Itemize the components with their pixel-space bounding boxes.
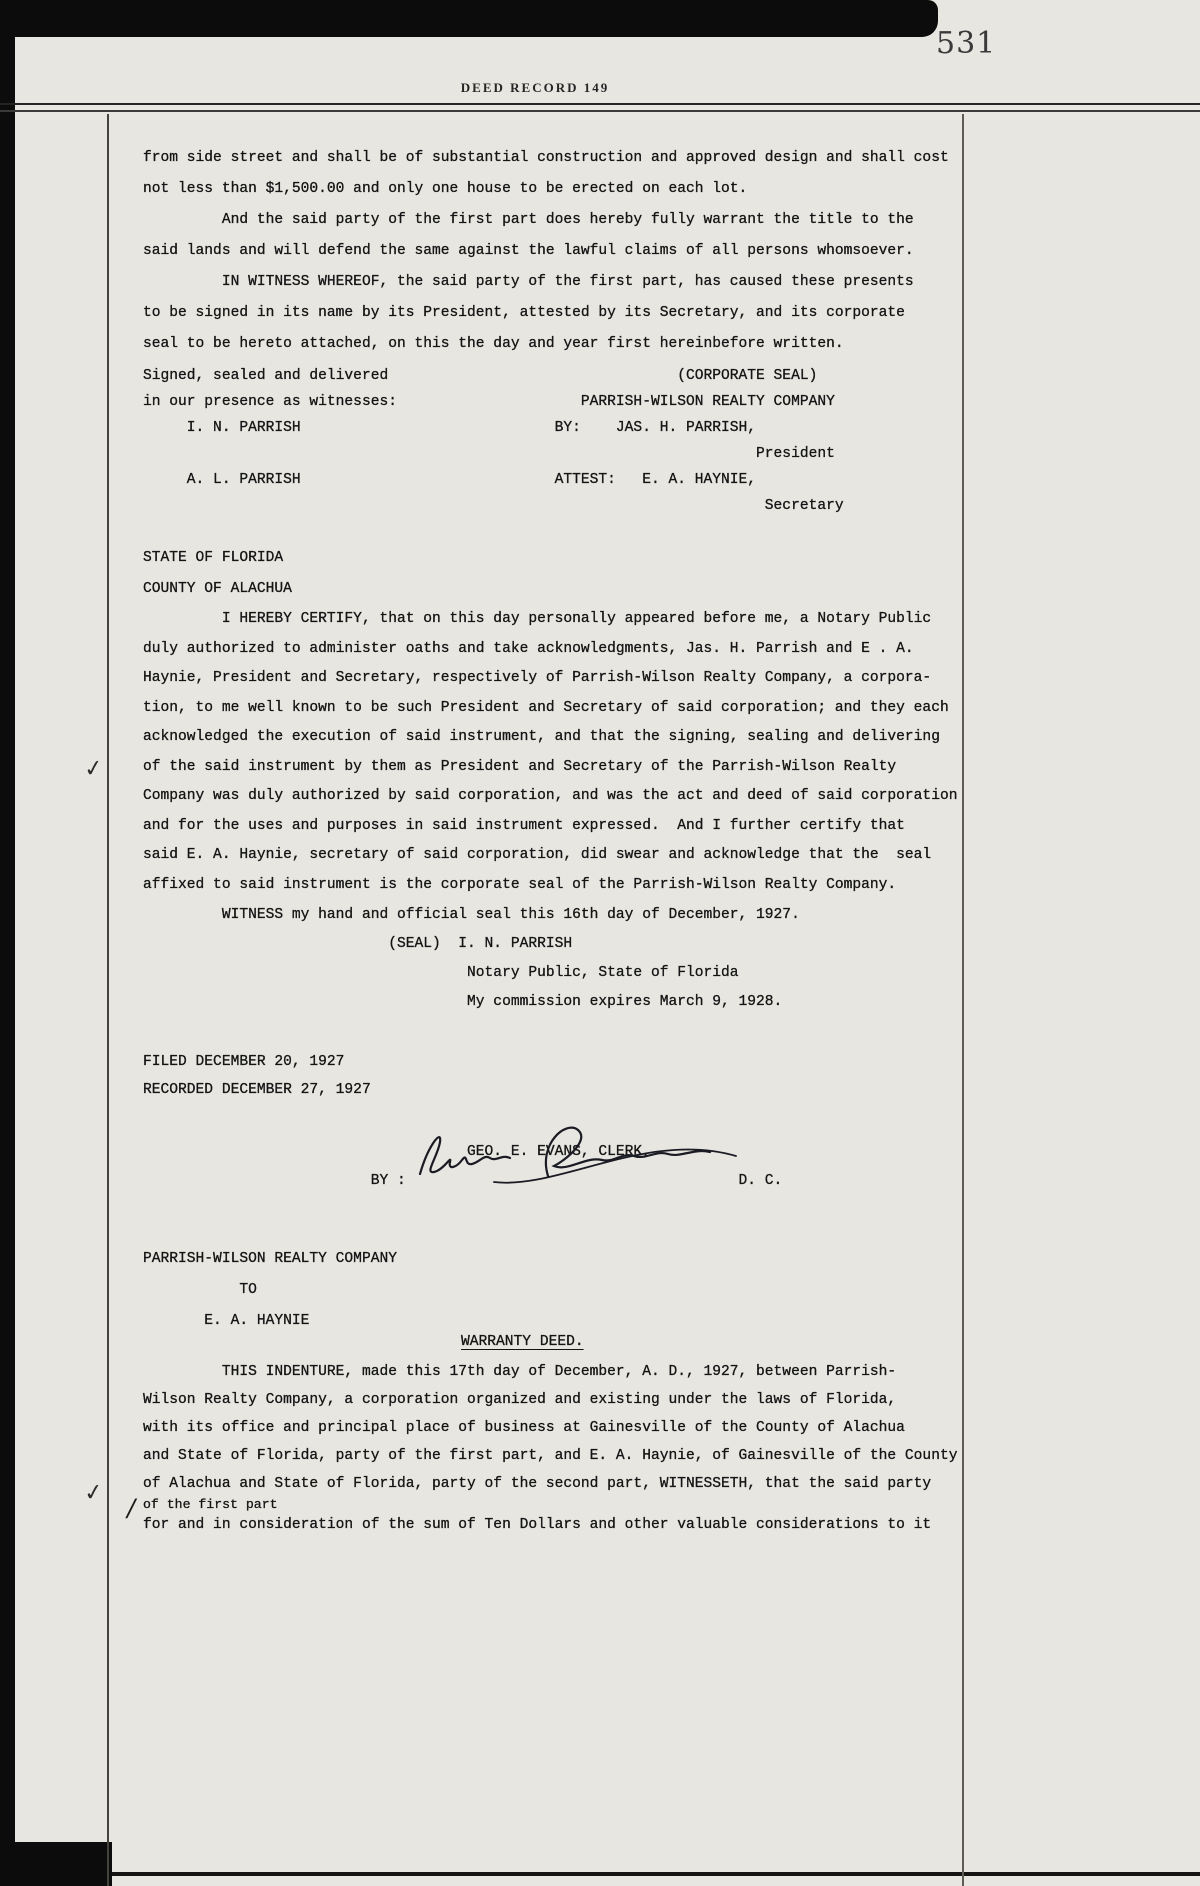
page-bottom-rule <box>112 1872 1200 1876</box>
paragraph-notary-certification <box>143 605 963 900</box>
text-line: My commission expires March 9, 1928. <box>143 994 783 1010</box>
text-line: Haynie, President and Secretary, respectively of Parrish-Wilson Realty Company, a corpora- <box>143 670 932 686</box>
grantee-line: E. A. HAYNIE <box>143 1313 310 1329</box>
text-line: I. N. PARRISH BY: JAS. H. PARRISH, <box>143 420 757 436</box>
text-line: said lands and will defend the same against the lawful claims of all persons whomsoever. <box>143 243 914 259</box>
state-line: STATE OF FLORIDA <box>143 550 284 566</box>
text-line: in our presence as witnesses: PARRISH-WILSON REALTY COMPANY <box>143 394 835 410</box>
header-rule-top <box>0 103 1200 105</box>
text-line: And the said party of the first part does hereby fully warrant the title to the <box>143 212 914 228</box>
witness-hand-seal-line: WITNESS my hand and official seal this 16th day of December, 1927. <box>143 907 800 923</box>
deputy-clerk-signature <box>398 1116 748 1196</box>
deed-record-page-body <box>143 143 963 1538</box>
text-line: (SEAL) I. N. PARRISH <box>143 936 573 952</box>
filing-stamps <box>143 1048 963 1104</box>
inserted-correction-line: of the first part <box>143 1497 278 1512</box>
text-line: Secretary <box>143 498 844 514</box>
text-line: tion, to me well known to be such President and Secretary of said corporation; and they each <box>143 699 949 716</box>
text-line: THIS INDENTURE, made this 17th day of December, A. D., 1927, between Parrish- <box>143 1364 897 1380</box>
ledger-left-margin-line <box>107 114 109 1886</box>
notary-seal-block <box>143 930 963 1017</box>
grantor-line: PARRISH-WILSON REALTY COMPANY <box>143 1251 397 1267</box>
text-line: said E. A. Haynie, secretary of said corporation, did swear and acknowledge that the seal <box>143 847 932 863</box>
clerk-name-line: GEO. E. EVANS, CLERK, <box>143 1144 651 1160</box>
text-line: acknowledged the execution of said instrument, and that the signing, sealing and delivering <box>143 729 940 745</box>
text-line: Signed, sealed and delivered (CORPORATE SEAL) <box>143 368 818 384</box>
scan-left-edge <box>0 0 15 1886</box>
paragraph-building-restrictions <box>143 143 963 205</box>
scan-top-edge <box>0 0 938 37</box>
paragraph-in-witness-whereof <box>143 267 963 360</box>
scan-bottom-corner <box>0 1842 112 1886</box>
execution-signature-block <box>143 363 963 519</box>
text-line: not less than $1,500.00 and only one house to be erected on each lot. <box>143 181 748 197</box>
text-line: and State of Florida, party of the first part, and E. A. Haynie, of Gainesville of the County <box>143 1448 958 1464</box>
county-line: COUNTY OF ALACHUA <box>143 581 292 597</box>
acknowledgment-venue <box>143 543 963 605</box>
text-line: and for the uses and purposes in said instrument expressed. And I further certify that <box>143 817 905 834</box>
to-line: TO <box>143 1282 257 1298</box>
paragraph-warranty-clause <box>143 205 963 267</box>
deputy-clerk-line: BY : D. C. <box>143 1173 783 1189</box>
margin-checkmark: ✓ <box>82 754 105 784</box>
consideration-line: for and in consideration of the sum of Ten Dollars and other valuable considerations to it <box>143 1517 932 1533</box>
text-line: with its office and principal place of business at Gainesville of the County of Alachua <box>143 1420 905 1436</box>
text-line: from side street and shall be of substantial construction and approved design and shall cost <box>143 150 949 166</box>
filed-date-line: FILED DECEMBER 20, 1927 <box>143 1054 345 1070</box>
margin-checkmark: ✓ <box>82 1478 105 1508</box>
header-rule-bottom <box>0 110 1200 112</box>
page-number: 531 <box>936 26 997 61</box>
margin-slash-mark: / <box>127 1494 136 1522</box>
warranty-deed-title: WARRANTY DEED. <box>461 1334 584 1350</box>
text-line: I HEREBY CERTIFY, that on this day personally appeared before me, a Notary Public <box>143 611 932 627</box>
text-line: to be signed in its name by its President, attested by its Secretary, and its corporate <box>143 305 905 321</box>
text-line: Wilson Realty Company, a corporation organized and existing under the laws of Florida, <box>143 1392 897 1408</box>
text-line: affixed to said instrument is the corporate seal of the Parrish-Wilson Realty Company. <box>143 876 897 893</box>
text-line: IN WITNESS WHEREOF, the said party of the first part, has caused these presents <box>143 274 914 290</box>
text-line: Company was duly authorized by said corporation, and was the act and deed of said corporation <box>143 788 958 804</box>
text-line: of the said instrument by them as President and Secretary of the Parrish-Wilson Realty <box>143 758 897 775</box>
deed-record-header: DEED RECORD 149 <box>460 80 610 95</box>
text-line: A. L. PARRISH ATTEST: E. A. HAYNIE, <box>143 472 757 488</box>
text-line: of Alachua and State of Florida, party of the second part, WITNESSETH, that the said party <box>143 1476 932 1492</box>
text-line: Notary Public, State of Florida <box>143 965 739 981</box>
text-line: duly authorized to administer oaths and take acknowledgments, Jas. H. Parrish and E . A. <box>143 640 914 657</box>
next-instrument-caption <box>143 1244 963 1337</box>
recorded-date-line: RECORDED DECEMBER 27, 1927 <box>143 1082 371 1098</box>
text-line: seal to be hereto attached, on this the day and year first hereinbefore written. <box>143 336 844 352</box>
paragraph-this-indenture <box>143 1358 963 1498</box>
text-line: President <box>143 446 835 462</box>
